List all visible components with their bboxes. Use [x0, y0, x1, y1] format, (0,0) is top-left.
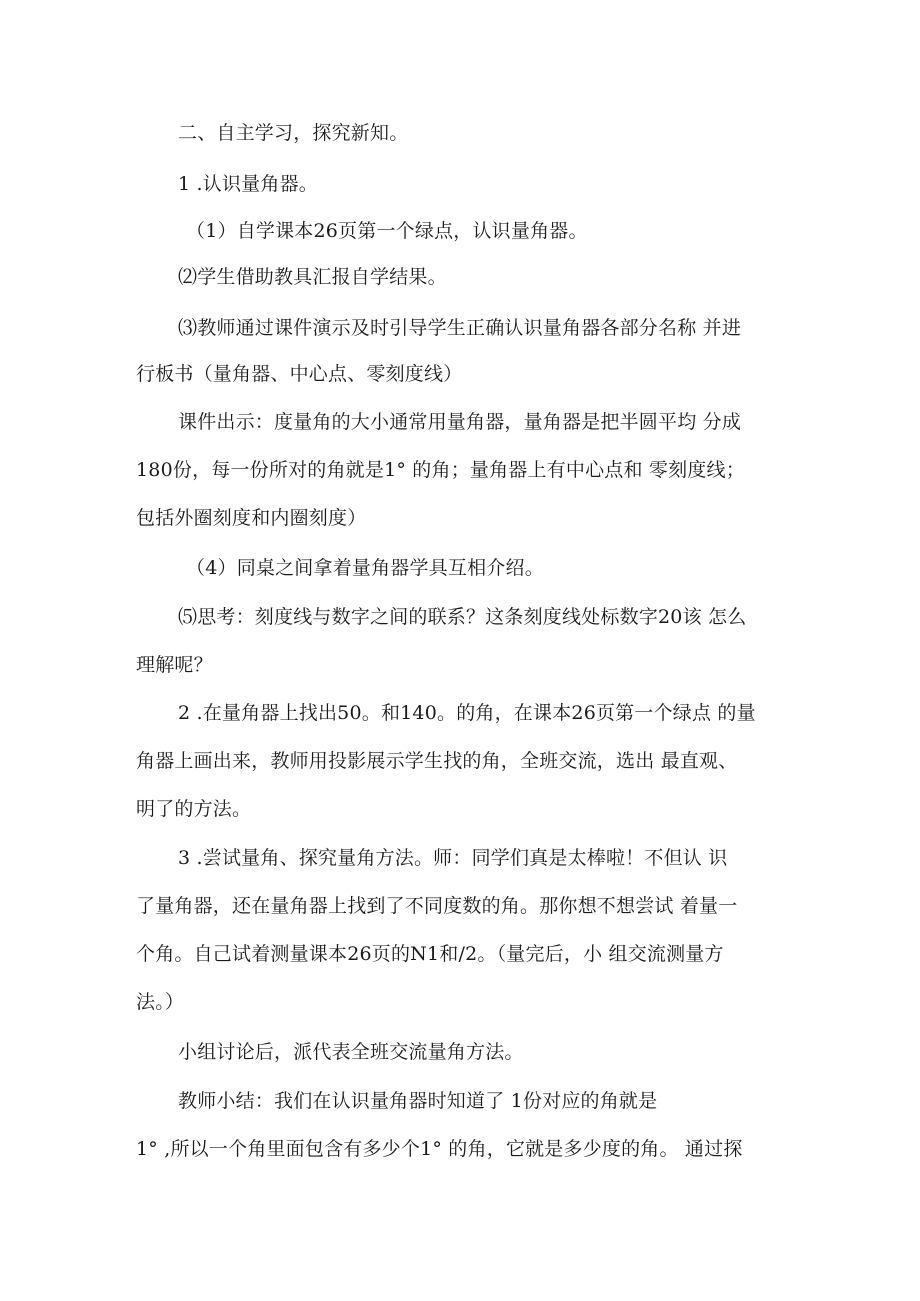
item3-line2: 了量角器，还在量角器上找到了不同度数的角。那你想不想尝试 着量一	[136, 895, 738, 917]
item1-sub1: （1）自学课本26页第一个绿点，认识量角器。	[186, 220, 588, 242]
summary-line1: 教师小结：我们在认识量角器时知道了 1份对应的角就是	[178, 1090, 658, 1112]
courseware-line1: 课件出示：度量角的大小通常用量角器，量角器是把半圆平均 分成	[178, 411, 742, 433]
item1-sub5-line2: 理解呢？	[136, 654, 213, 676]
item3-line1: 3 .尝试量角、探究量角方法。师：同学们真是太棒啦！不但认 识	[178, 847, 728, 869]
item1-sub5-line1: ⑸思考：刻度线与数字之间的联系？这条刻度线处标数字20该 怎么	[178, 606, 747, 628]
courseware-line2: 180份，每一份所对的角就是1° 的角；量角器上有中心点和 零刻度线；	[136, 459, 745, 481]
item1-sub2: ⑵学生借助教具汇报自学结果。	[178, 266, 447, 288]
summary-line2: 1° ,所以一个角里面包含有多少个1° 的角，它就是多少度的角。 通过探	[136, 1138, 743, 1160]
item3-line4: 法。）	[136, 991, 185, 1013]
item2-line2: 角器上画出来，教师用投影展示学生找的角，全班交流，选出 最直观、	[136, 750, 738, 772]
item1-sub3-line1: ⑶教师通过课件演示及时引导学生正确认识量角器各部分名称 并进	[178, 317, 742, 339]
item1-sub3-line2: 行板书（量角器、中心点、零刻度线）	[136, 363, 463, 385]
item2-line1: 2 .在量角器上找出50。和140。的角，在课本26页第一个绿点 的量	[178, 702, 756, 724]
section-heading: 二、自主学习，探究新知。	[178, 122, 409, 144]
group-discussion: 小组讨论后，派代表全班交流量角方法。	[178, 1041, 524, 1063]
item3-line3: 个角。自己试着测量课本26页的N1和/2。（量完后，小 组交流测量方	[136, 943, 724, 965]
item2-line3: 明了的方法。	[136, 798, 252, 820]
item1-title: 1 .认识量角器。	[178, 173, 318, 195]
courseware-line3: 包括外圈刻度和内圈刻度）	[136, 507, 367, 529]
item1-sub4: （4）同桌之间拿着量角器学具互相介绍。	[186, 557, 544, 579]
